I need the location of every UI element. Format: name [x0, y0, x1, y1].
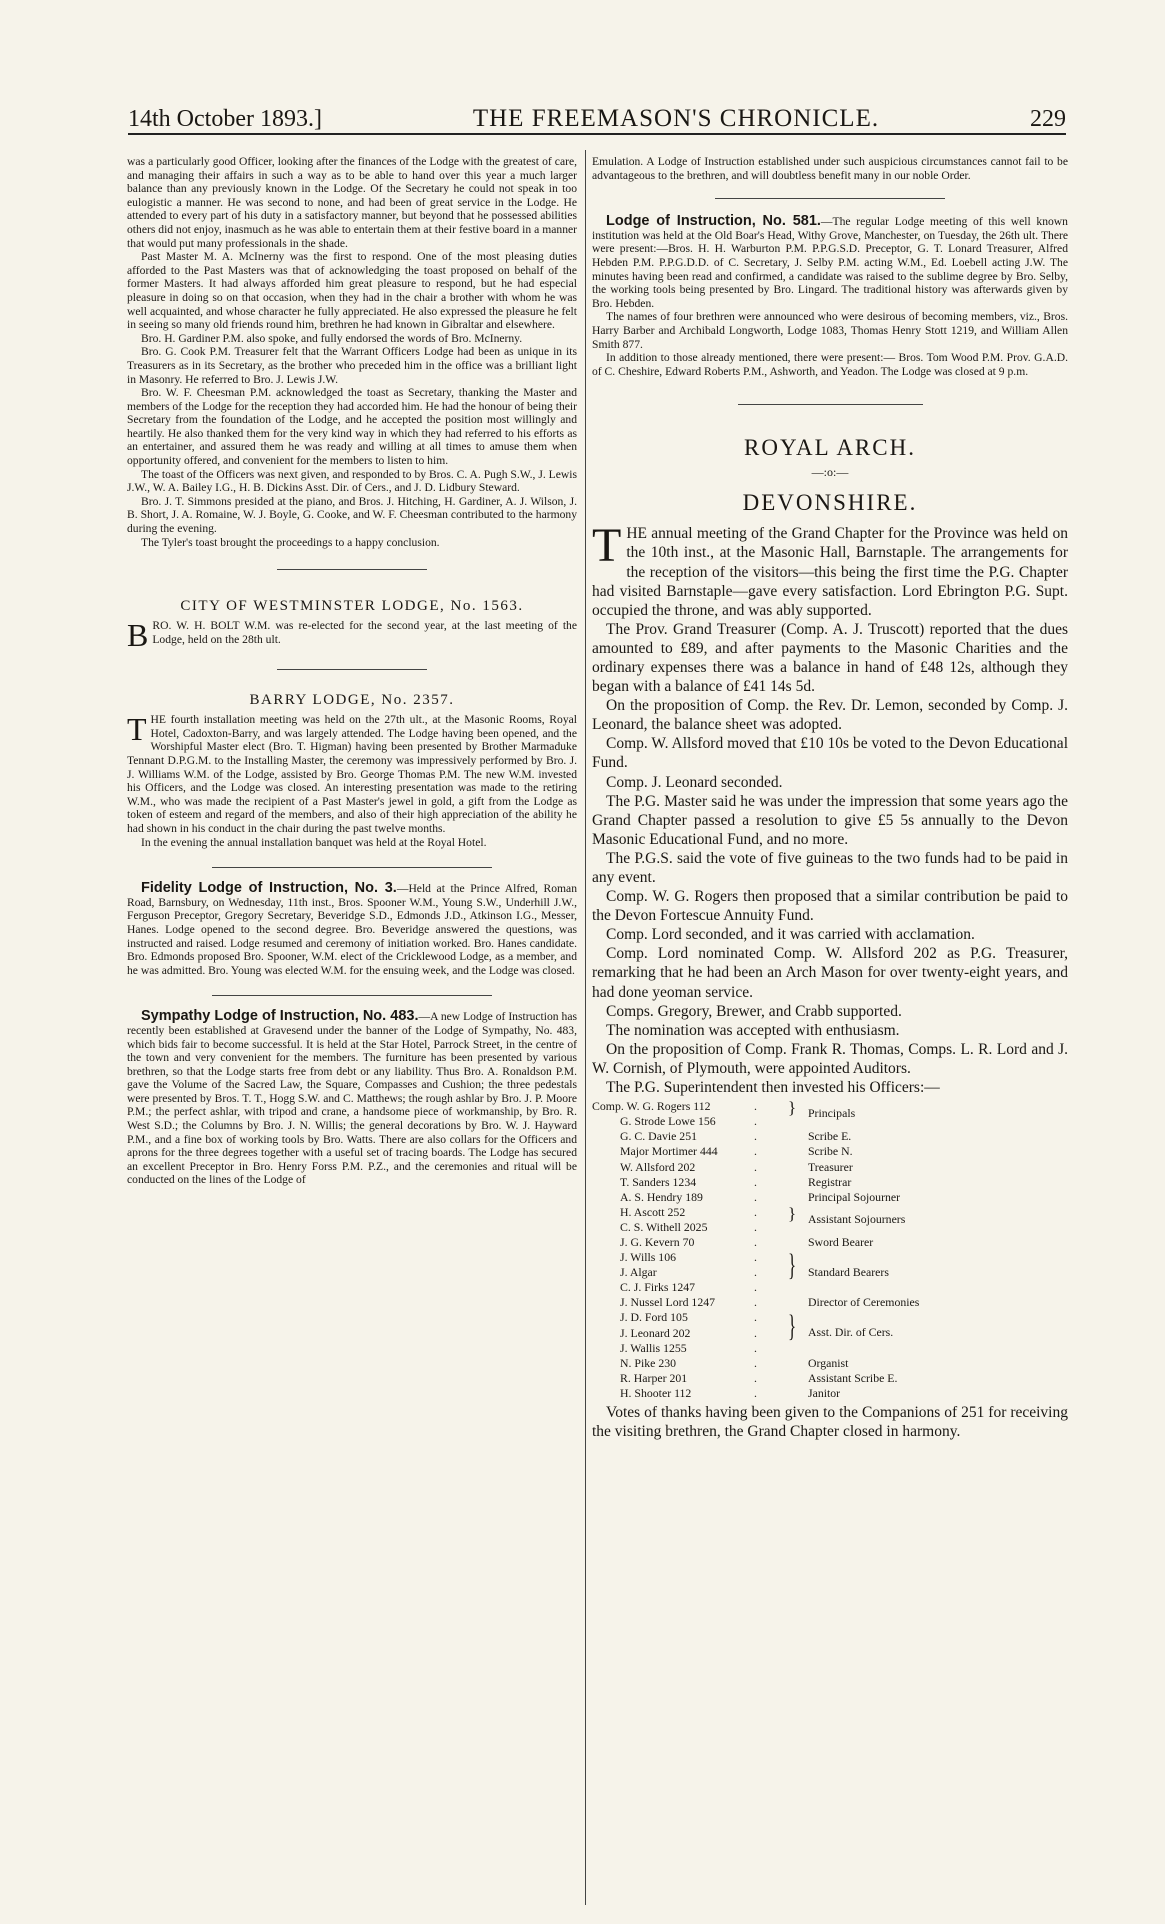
lodge-name: Sympathy Lodge of Instruction, No. 483. [141, 1008, 419, 1025]
article-paragraph: Bro. G. Cook P.M. Treasurer felt that the Warrant Officers Lodge had been as unique in its Treasurers as in its Secretary, as the brother who preceded him in the office was a brilliant light in Masonry. He referred to Bro. J. Lewis J.W. [127, 345, 577, 386]
article-paragraph: Comp. Lord nominated Comp. W. Allsford 202 as P.G. Treasurer, remarking that he had been an Arch Mason for over twenty-eight years, and had done yeoman service. [592, 945, 1068, 1001]
brace-icon: } [788, 1309, 797, 1344]
leader-dot: . [754, 1129, 757, 1144]
officer-row [592, 1371, 1068, 1386]
issue-date: 14th October 1893.] [128, 106, 322, 132]
fidelity-lodge-article [127, 882, 577, 977]
brace-icon: } [788, 1098, 797, 1118]
officer-name: H. Shooter 112 [620, 1385, 692, 1400]
column-divider [585, 150, 586, 1905]
leader-dot: . [754, 1310, 757, 1325]
article-paragraph: Comp. W. G. Rogers then proposed that a similar contribution be paid to the Devon Fortescue Annuity Fund. [592, 888, 1068, 925]
barry-lodge-article [127, 713, 577, 835]
officer-name: T. Sanders 1234 [620, 1174, 697, 1189]
leader-dot: . [754, 1340, 757, 1355]
article-paragraph: On the proposition of Comp. the Rev. Dr. Lemon, seconded by Comp. J. Leonard, the balance sheet was adopted. [592, 697, 1068, 734]
ornament-separator: —:o:— [811, 465, 849, 480]
officer-name: H. Ascott 252 [620, 1204, 686, 1219]
leader-dot: . [754, 1099, 757, 1114]
masthead [128, 98, 1066, 132]
article-paragraph: Comp. J. Leonard seconded. [606, 773, 783, 791]
officer-office: Director of Ceremonies [808, 1295, 920, 1310]
leader-dot: . [754, 1189, 757, 1204]
officer-office: Principal Sojourner [808, 1189, 901, 1204]
leader-dot: . [754, 1355, 757, 1370]
barry-lodge-heading: BARRY LODGE, No. 2357. [249, 692, 455, 709]
article-paragraph: was a particularly good Officer, looking after the finances of the Lodge with the greatest of care, and managing their affairs in such a way as to be able to hand over this year a much larger balance than any previously known in the Lodge. Of the Secretary he could not speak in too eulogistic a manner. He was second to none, and had been of great service in the Lodge. He attended to every part of his duty in a satisfactory manner, but beyond that he possessed abilities others did not enjoy, inasmuch as he was able to entertain them at their festive board in a manner that would put many professionals in the shade. [127, 155, 577, 250]
officer-office: Janitor [808, 1385, 841, 1400]
leader-dot: . [754, 1250, 757, 1265]
article-paragraph: HE annual meeting of the Grand Chapter for the Province was held on the 10th inst., at the Masonic Hall, Barnstaple. The arrangements for the reception of the visitors—this being the first time the P.G. Chapter had visited Barnstaple—gave every satisfaction. Lord Ebrington P.G. Supt. occupied the throne, and was ably supported. [592, 525, 1068, 619]
officer-row [592, 1386, 1068, 1401]
officer-name: J. Leonard 202 [620, 1325, 691, 1340]
leader-dot: . [754, 1385, 757, 1400]
article-paragraph: RO. W. H. BOLT W.M. was re-elected for the second year, at the last meeting of the Lodge, held on the 28th ult. [152, 619, 577, 646]
officer-row [592, 1295, 1068, 1310]
article-paragraph: Emulation. A Lodge of Instruction established under such auspicious circumstances cannot fail to be advantageous to the brethren, and will doubtless benefit many in our noble Order. [592, 155, 1068, 182]
officer-name: N. Pike 230 [620, 1355, 677, 1370]
right-column [592, 155, 1068, 1441]
section-rule [277, 669, 427, 670]
article-paragraph: On the proposition of Comp. Frank R. Thomas, Comps. L. R. Lord and J. W. Cornish, of Plymouth, were appointed Auditors. [592, 1040, 1068, 1077]
officer-name: C. J. Firks 1247 [620, 1280, 696, 1295]
officer-name: G. Strode Lowe 156 [620, 1114, 716, 1129]
drop-cap: T [592, 524, 622, 573]
officer-name: Comp. W. G. Rogers 112 [592, 1099, 711, 1114]
article-paragraph: The toast of the Officers was next given, and responded to by Bros. C. A. Pugh S.W., J. Lewis J.W., W. A. Bailey I.G., H. B. Dickins Asst. Dir. of Cers., and J. D. Lidbury Steward. [127, 467, 577, 495]
officer-name: J. Wills 106 [620, 1250, 677, 1265]
officer-row [592, 1129, 1068, 1144]
city-westminster-heading: CITY OF WESTMINSTER LODGE, No. 1563. [180, 598, 524, 615]
leader-dot: . [754, 1295, 757, 1310]
drop-cap: B [127, 619, 149, 650]
article-paragraph: Past Master M. A. McInerny was the first to respond. One of the most pleasing duties afforded to the Past Masters was that of acknowledging the toast proposed on behalf of the former Masters. It had always afforded him great pleasure to respond, but he had especial pleasure in doing so on that occasion, when they had in the chair a brother with whom he was well acquainted, and whose character he fully appreciated. He also expressed the pleasure he felt in seeing so many old friends round him, brethren he had known in Gibraltar and elsewhere. [127, 250, 577, 332]
officer-name: G. C. Davie 251 [620, 1129, 697, 1144]
leader-dot: . [754, 1159, 757, 1174]
section-rule [277, 569, 427, 570]
officer-row [592, 1280, 1068, 1295]
officer-office: Scribe E. [808, 1129, 852, 1144]
officer-name: Major Mortimer 444 [620, 1144, 718, 1159]
officer-name: R. Harper 201 [620, 1370, 688, 1385]
officer-row [592, 1175, 1068, 1190]
officer-name: A. S. Hendry 189 [620, 1189, 703, 1204]
officer-row [592, 1341, 1068, 1356]
section-rule [212, 867, 492, 868]
article-paragraph: Bro. W. F. Cheesman P.M. acknowledged the toast as Secretary, thanking the Master and members of the Lodge for the reception they had accorded him. He had the honour of being their Secretary from the foundation of the Lodge, and he accepted the position most willingly and heartily. He also thanked them for the very kind way in which they had referred to his efforts as an entertainer, and assured them he was ready and willing at all times to amuse them when opportunity offered, and convenient for the members to listen to him. [127, 386, 577, 468]
section-rule [715, 198, 945, 199]
article-paragraph: Comp. W. Allsford moved that £10 10s be voted to the Devon Educational Fund. [592, 735, 1068, 772]
officer-row [592, 1356, 1068, 1371]
article-paragraph: The names of four brethren were announced who were desirous of becoming members, viz., Bros. Harry Barber and Archibald Longworth, Lodge 1083, Thomas Henry Stott 1219, and William Allen Smith 877. [592, 310, 1068, 351]
devonshire-heading: DEVONSHIRE. [742, 490, 918, 516]
officer-office: Assistant Scribe E. [808, 1370, 898, 1385]
officer-office: Sword Bearer [808, 1234, 874, 1249]
masthead-rule [128, 133, 1066, 135]
leader-dot: . [754, 1234, 757, 1249]
leader-dot: . [754, 1219, 757, 1234]
leader-dot: . [754, 1325, 757, 1340]
article-paragraph: Bro. H. Gardiner P.M. also spoke, and fully endorsed the words of Bro. McInerny. [141, 331, 523, 345]
officer-row [592, 1190, 1068, 1205]
section-rule [212, 995, 492, 996]
article-text: —Held at the Prince Alfred, Roman Road, Barnsbury, on Wednesday, 11th inst., Bros. Spooner W.M., Young S.W., Underhill J.W., Ferguson Preceptor, Gregory Secretary, Beveridge S.D., Edmonds J.D., Atkinson I.G., Messer, Hanes. Lodge opened to the second degree. Bro. Beveridge answered the questions, was instructed and raised. Lodge resumed and ceremony of initiation worked. Bro. Hanes candidate. Bro. Edmonds proposed Bro. Spooner, W.M. elect of the Cricklewood Lodge, as a member, and he was admitted. Bro. Young was elected W.M. for the ensuing week, and the Lodge was closed. [127, 882, 577, 977]
officer-office: Treasurer [808, 1159, 853, 1174]
article-paragraph: The P.G. Superintendent then invested his Officers:— [606, 1079, 940, 1097]
officer-name: J. Nussel Lord 1247 [620, 1295, 716, 1310]
leader-dot: . [754, 1114, 757, 1129]
officer-row [592, 1144, 1068, 1159]
brace-label-principals: Principals [808, 1106, 856, 1121]
page-number: 229 [1029, 106, 1066, 132]
officer-office: Scribe N. [808, 1144, 853, 1159]
brace-label-standard-bearers: Standard Bearers [808, 1265, 889, 1280]
article-text: —A new Lodge of Instruction has recently been established at Gravesend under the banner of the Lodge of Sympathy, No. 483, which bids fair to become successful. It is held at the Star Hotel, Parrock Street, in the centre of the town and very convenient for the members. The furniture has been presented by various brethren, so that the Lodge starts free from debt or any liability. Thus Bro. A. Ronaldson P.M. gave the Volume of the Sacred Law, the Square, Compasses and Cushion; the three pedestals were presented by Bros. T. T., Hogg S.W. and C. Matthews; the rough ashlar by Bro. J. P. Moore P.M.; the perfect ashlar, with tripod and crane, a handsome piece of workmanship, by Bro. R. West S.D.; the Columns by Bro. J. N. Willis; the general decorations by Bro. W. J. Hayward P.M., and a fine box of working tools by Bro. Watts. There are also collars for the Officers and aprons for the three degrees together with a useful set of tracing boards. The Lodge has secured an excellent Preceptor in Bro. Henry Forss P.M. P.Z., and the ceremonies and ritual will be conducted on the lines of the Lodge of [127, 1010, 577, 1187]
brace-icon: } [788, 1204, 797, 1224]
leader-dot: . [754, 1265, 757, 1280]
officer-row [592, 1235, 1068, 1250]
royal-arch-heading: ROYAL ARCH. [744, 435, 916, 461]
leader-dot: . [754, 1174, 757, 1189]
officer-row [592, 1310, 1068, 1325]
lodge-name: Lodge of Instruction, No. 581. [606, 213, 821, 230]
officer-office: Registrar [808, 1174, 852, 1189]
article-paragraph: In addition to those already mentioned, there were present:— Bros. Tom Wood P.M. Prov. G.A.D. of C. Cheshire, Edward Roberts P.M., Ashworth, and Yeadon. The Lodge was closed at 9 p.m. [592, 351, 1068, 378]
city-westminster-article [127, 619, 577, 649]
publication-title: THE FREEMASON'S CHRONICLE. [472, 105, 880, 132]
brace-icon: } [788, 1248, 797, 1283]
officer-name: J. G. Kevern 70 [620, 1234, 695, 1249]
lodge-name: Fidelity Lodge of Instruction, No. 3. [141, 880, 397, 897]
article-paragraph: The Tyler's toast brought the proceedings to a happy conclusion. [141, 535, 440, 549]
left-column [127, 155, 577, 1187]
article-paragraph: HE fourth installation meeting was held on the 27th ult., at the Masonic Rooms, Royal Hotel, Cadoxton-Barry, and was largely attended. The Lodge having been opened, and the Worshipful Master elect (Bro. T. Higman) having been presented by Brother Marmaduke Tennant D.P.G.M. to the Installing Master, the ceremony was impressively performed by Bro. J. J. Williams W.M. of the Lodge, assisted by Bro. George Thomas P.M. The new W.M. invested his Officers, and the Lodge was closed. An interesting presentation was made to the retiring W.M., who was made the recipient of a Past Master's jewel in gold, a gift from the Lodge as token of esteem and regard of the members, and also of their high appreciation of the ability he had shown in his conduct in the chair during the past twelve months. [127, 713, 577, 835]
sympathy-lodge-article [127, 1010, 577, 1187]
officer-name: J. D. Ford 105 [620, 1310, 688, 1325]
lodge-581-article [592, 215, 1068, 310]
leader-dot: . [754, 1144, 757, 1159]
officer-row [592, 1160, 1068, 1175]
section-rule [738, 404, 923, 405]
article-paragraph: The Prov. Grand Treasurer (Comp. A. J. Truscott) reported that the dues amounted to £89, and after payments to the Masonic Charities and the ordinary expenses there was a balance in hand of £48 12s, although they began with a balance of £41 14s 5d. [592, 620, 1068, 696]
officer-name: J. Algar [620, 1265, 657, 1280]
leader-dot: . [754, 1370, 757, 1385]
article-paragraph: The P.G. Master said he was under the impression that some years ago the Grand Chapter passed a resolution to give £5 5s annually to the Devon Masonic Educational Fund, and no more. [592, 792, 1068, 848]
article-paragraph: Votes of thanks having been given to the Companions of 251 for receiving the visiting brethren, the Grand Chapter closed in harmony. [592, 1404, 1068, 1441]
brace-label-asst-dir-cers: Asst. Dir. of Cers. [808, 1325, 894, 1340]
officer-name: W. Allsford 202 [620, 1159, 696, 1174]
article-paragraph: In the evening the annual installation banquet was held at the Royal Hotel. [141, 835, 487, 849]
article-paragraph: The nomination was accepted with enthusiasm. [606, 1021, 900, 1039]
officer-name: C. S. Withell 2025 [620, 1219, 708, 1234]
article-text: —The regular Lodge meeting of this well known institution was held at the Old Boar's Head, Withy Grove, Manchester, on Tuesday, the 26th ult. There were present:—Bros. H. H. Warburton P.M. P.P.G.S.D. Preceptor, G. T. Lonard Treasurer, Alfred Hebden P.M. P.P.G.D.D. of C. Secretary, J. Selby P.M. acting W.M., Ed. Loebell acting J.W. The minutes having been read and confirmed, a candidate was raised to the sublime degree by Bro. Selby, the working tools being presented by Bro. Lingard. The traditional history was afterwards given by Bro. Hebden. [592, 215, 1068, 310]
officer-name: J. Wallis 1255 [620, 1340, 687, 1355]
leader-dot: . [754, 1204, 757, 1219]
devonshire-article [592, 524, 1068, 619]
article-paragraph: The P.G.S. said the vote of five guineas to the two funds had to be paid in any event. [592, 849, 1068, 886]
brace-label-asst-sojourners: Assistant Sojourners [808, 1212, 906, 1227]
article-paragraph: Bro. J. T. Simmons presided at the piano, and Bros. J. Hitching, H. Gardiner, A. J. Wilson, J. B. Short, J. A. Romaine, W. J. Boyle, G. Cooke, and W. F. Cheesman contributed to the harmony during the evening. [127, 494, 577, 536]
officer-office: Organist [808, 1355, 849, 1370]
article-paragraph: Comps. Gregory, Brewer, and Crabb supported. [606, 1002, 902, 1020]
article-paragraph: Comp. Lord seconded, and it was carried with acclamation. [606, 926, 975, 944]
officers-list [592, 1099, 1068, 1401]
leader-dot: . [754, 1280, 757, 1295]
drop-cap: T [127, 713, 147, 748]
officer-row [592, 1250, 1068, 1265]
